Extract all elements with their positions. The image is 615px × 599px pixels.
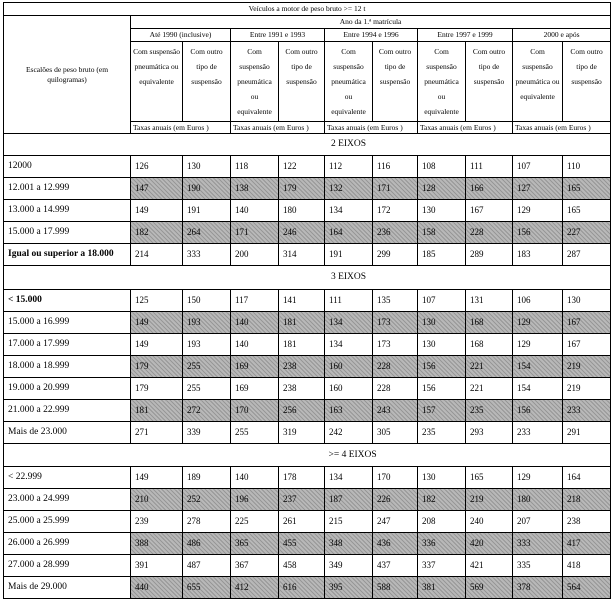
section-spacer	[131, 266, 183, 290]
table-row	[4, 577, 611, 599]
tax-value-cell: 564	[563, 577, 611, 599]
tax-value-cell: 293	[466, 422, 513, 444]
tax-value-cell: 264	[183, 222, 231, 244]
tax-value-cell: 291	[563, 422, 611, 444]
tax-value-cell: 436	[373, 533, 418, 555]
tax-value-cell: 154	[513, 378, 563, 400]
tax-value-cell: 168	[466, 312, 513, 334]
tax-value-cell: 170	[231, 400, 279, 422]
tax-value-cell: 219	[466, 489, 513, 511]
tax-value-cell: 252	[183, 489, 231, 511]
weight-range-label: 25.000 a 25.999	[4, 511, 131, 533]
tax-value-cell: 108	[418, 156, 466, 178]
tax-value-cell: 335	[513, 555, 563, 577]
section-spacer	[513, 266, 563, 290]
tax-value-cell: 165	[563, 200, 611, 222]
tax-value-cell: 569	[466, 577, 513, 599]
period-header: Entre 1991 e 1993	[231, 29, 325, 42]
tax-value-cell: 395	[325, 577, 373, 599]
tax-value-cell: 655	[183, 577, 231, 599]
tax-value-cell: 156	[513, 222, 563, 244]
weight-range-label: 12.001 a 12.999	[4, 178, 131, 200]
tax-value-cell: 228	[466, 222, 513, 244]
weight-range-label: 18.000 a 18.999	[4, 356, 131, 378]
table-row	[4, 290, 611, 312]
section-spacer	[279, 266, 325, 290]
tax-value-cell: 179	[131, 356, 183, 378]
weight-range-label: 12000	[4, 156, 131, 178]
tax-value-cell: 193	[183, 334, 231, 356]
table-row	[4, 555, 611, 577]
tax-value-cell: 149	[131, 312, 183, 334]
tax-value-cell: 337	[418, 555, 466, 577]
section-spacer	[418, 134, 466, 156]
tax-value-cell: 238	[279, 356, 325, 378]
section-title: >= 4 EIXOS	[325, 444, 373, 467]
tax-value-cell: 134	[325, 200, 373, 222]
section-spacer	[373, 444, 418, 467]
section-spacer	[466, 444, 513, 467]
suspension-other-header: Com outro tipo de suspensão	[373, 42, 418, 122]
table-row	[4, 222, 611, 244]
section-spacer	[231, 134, 279, 156]
tax-value-cell: 458	[279, 555, 325, 577]
tax-value-cell: 117	[231, 290, 279, 312]
tax-value-cell: 135	[373, 290, 418, 312]
tax-value-cell: 130	[418, 334, 466, 356]
tax-value-cell: 166	[466, 178, 513, 200]
tax-value-cell: 235	[418, 422, 466, 444]
tax-value-cell: 215	[325, 511, 373, 533]
tax-value-cell: 190	[183, 178, 231, 200]
tax-value-cell: 378	[513, 577, 563, 599]
tax-value-cell: 278	[183, 511, 231, 533]
tax-value-cell: 182	[418, 489, 466, 511]
tax-value-cell: 412	[231, 577, 279, 599]
tax-value-cell: 221	[466, 378, 513, 400]
tax-value-cell: 181	[279, 334, 325, 356]
tax-value-cell: 237	[279, 489, 325, 511]
tax-value-cell: 171	[231, 222, 279, 244]
tax-value-cell: 486	[183, 533, 231, 555]
section-spacer	[513, 444, 563, 467]
tax-value-cell: 107	[418, 290, 466, 312]
table-row	[4, 533, 611, 555]
tax-value-cell: 179	[131, 378, 183, 400]
tax-value-cell: 178	[279, 467, 325, 489]
tax-value-cell: 112	[325, 156, 373, 178]
weight-range-label: 15.000 a 16.999	[4, 312, 131, 334]
weight-range-label: 13.000 a 14.999	[4, 200, 131, 222]
tax-value-cell: 339	[183, 422, 231, 444]
weight-range-label: < 22.999	[4, 467, 131, 489]
weight-range-label: 27.000 a 28.999	[4, 555, 131, 577]
tax-value-cell: 149	[131, 334, 183, 356]
tax-value-cell: 240	[466, 511, 513, 533]
tax-value-cell: 246	[279, 222, 325, 244]
tax-value-cell: 182	[131, 222, 183, 244]
tax-value-cell: 165	[563, 178, 611, 200]
tax-value-cell: 228	[373, 356, 418, 378]
tax-value-cell: 221	[466, 356, 513, 378]
tax-value-cell: 391	[131, 555, 183, 577]
tax-value-cell: 134	[325, 312, 373, 334]
table-row	[4, 489, 611, 511]
tax-value-cell: 233	[563, 400, 611, 422]
suspension-pneumatic-header: Com suspensão pneumática ou equivalente	[513, 42, 563, 122]
tax-value-cell: 319	[279, 422, 325, 444]
tax-value-cell: 156	[418, 378, 466, 400]
section-header-row	[4, 444, 611, 467]
table-row	[4, 312, 611, 334]
section-spacer	[466, 266, 513, 290]
tax-value-cell: 106	[513, 290, 563, 312]
tax-value-cell: 129	[513, 312, 563, 334]
tax-value-cell: 242	[325, 422, 373, 444]
tax-value-cell: 255	[231, 422, 279, 444]
tax-value-cell: 255	[183, 356, 231, 378]
tax-value-cell: 239	[131, 511, 183, 533]
tax-value-cell: 111	[466, 156, 513, 178]
table-body	[4, 3, 611, 599]
tax-value-cell: 210	[131, 489, 183, 511]
table-row	[4, 356, 611, 378]
tax-value-cell: 167	[563, 312, 611, 334]
table-row	[4, 178, 611, 200]
tax-value-cell: 333	[513, 533, 563, 555]
weight-range-label: Mais de 29.000	[4, 577, 131, 599]
taxa-label: Taxas anuais (em Euros )	[513, 122, 611, 134]
tax-value-cell: 256	[279, 400, 325, 422]
section-spacer	[373, 266, 418, 290]
taxa-label: Taxas anuais (em Euros )	[325, 122, 418, 134]
weight-range-label: 15.000 a 17.999	[4, 222, 131, 244]
tax-value-cell: 156	[418, 356, 466, 378]
tax-value-cell: 421	[466, 555, 513, 577]
tax-value-cell: 207	[513, 511, 563, 533]
tax-value-cell: 180	[279, 200, 325, 222]
tax-value-cell: 228	[373, 378, 418, 400]
tax-value-cell: 156	[513, 400, 563, 422]
tax-value-cell: 417	[563, 533, 611, 555]
suspension-pneumatic-header: Com suspensão pneumática ou equivalente	[418, 42, 466, 122]
tax-value-cell: 208	[418, 511, 466, 533]
table-row	[4, 244, 611, 266]
section-spacer	[513, 134, 563, 156]
tax-value-cell: 160	[325, 356, 373, 378]
tax-value-cell: 130	[183, 156, 231, 178]
tax-value-cell: 616	[279, 577, 325, 599]
section-spacer	[466, 134, 513, 156]
tax-value-cell: 164	[563, 467, 611, 489]
suspension-pneumatic-header: Com suspensão pneumática ou equivalente	[325, 42, 373, 122]
tax-value-cell: 167	[563, 334, 611, 356]
tax-value-cell: 128	[418, 178, 466, 200]
tax-value-cell: 140	[231, 467, 279, 489]
tax-value-cell: 271	[131, 422, 183, 444]
tax-value-cell: 219	[563, 356, 611, 378]
tax-value-cell: 164	[325, 222, 373, 244]
period-header: Até 1990 (inclusive)	[131, 29, 231, 42]
weight-range-label: 19.000 a 20.999	[4, 378, 131, 400]
tax-value-cell: 226	[373, 489, 418, 511]
section-spacer	[418, 266, 466, 290]
section-spacer	[183, 266, 231, 290]
weight-range-label: 26.000 a 26.999	[4, 533, 131, 555]
tax-value-cell: 193	[183, 312, 231, 334]
row-header: Escalões de peso bruto (em quilogramas)	[4, 16, 131, 134]
weight-range-label: < 15.000	[4, 290, 131, 312]
tax-value-cell: 238	[563, 511, 611, 533]
weight-range-label: 17.000 a 17.999	[4, 334, 131, 356]
suspension-other-header: Com outro tipo de suspensão	[183, 42, 231, 122]
tax-value-cell: 116	[373, 156, 418, 178]
section-spacer	[563, 266, 611, 290]
tax-value-cell: 138	[231, 178, 279, 200]
tax-value-cell: 140	[231, 200, 279, 222]
tax-value-cell: 418	[563, 555, 611, 577]
section-spacer	[131, 134, 183, 156]
section-spacer	[183, 444, 231, 467]
table-row	[4, 200, 611, 222]
tax-value-cell: 165	[466, 467, 513, 489]
tax-value-cell: 218	[563, 489, 611, 511]
tax-value-cell: 129	[513, 467, 563, 489]
tax-value-cell: 367	[231, 555, 279, 577]
section-spacer	[563, 444, 611, 467]
tax-value-cell: 118	[231, 156, 279, 178]
tax-value-cell: 219	[563, 378, 611, 400]
tax-value-cell: 299	[373, 244, 418, 266]
tax-value-cell: 349	[325, 555, 373, 577]
suspension-other-header: Com outro tipo de suspensão	[279, 42, 325, 122]
tax-value-cell: 455	[279, 533, 325, 555]
tax-value-cell: 200	[231, 244, 279, 266]
tax-value-cell: 126	[131, 156, 183, 178]
section-title: 2 EIXOS	[325, 134, 373, 156]
tax-value-cell: 130	[418, 312, 466, 334]
tax-value-cell: 157	[418, 400, 466, 422]
tax-value-cell: 388	[131, 533, 183, 555]
tax-value-cell: 181	[131, 400, 183, 422]
tax-value-cell: 172	[373, 200, 418, 222]
tax-value-cell: 122	[279, 156, 325, 178]
tax-value-cell: 289	[466, 244, 513, 266]
tax-value-cell: 130	[563, 290, 611, 312]
tax-value-cell: 187	[325, 489, 373, 511]
tax-value-cell: 365	[231, 533, 279, 555]
tax-value-cell: 141	[279, 290, 325, 312]
tax-table	[3, 2, 611, 599]
tax-value-cell: 333	[183, 244, 231, 266]
tax-value-cell: 149	[131, 467, 183, 489]
section-spacer	[279, 444, 325, 467]
tax-value-cell: 169	[231, 356, 279, 378]
taxa-label: Taxas anuais (em Euros )	[231, 122, 325, 134]
tax-value-cell: 227	[563, 222, 611, 244]
tax-value-cell: 147	[131, 178, 183, 200]
tax-value-cell: 247	[373, 511, 418, 533]
table-row	[4, 467, 611, 489]
tax-value-cell: 173	[373, 312, 418, 334]
suspension-other-header: Com outro tipo de suspensão	[466, 42, 513, 122]
tax-value-cell: 140	[231, 334, 279, 356]
tax-value-cell: 233	[513, 422, 563, 444]
section-spacer	[183, 134, 231, 156]
tax-value-cell: 173	[373, 334, 418, 356]
section-spacer	[4, 134, 131, 156]
tax-value-cell: 420	[466, 533, 513, 555]
tax-value-cell: 171	[373, 178, 418, 200]
tax-value-cell: 149	[131, 200, 183, 222]
period-header: Entre 1994 e 1996	[325, 29, 418, 42]
section-spacer	[231, 444, 279, 467]
table-title: Veículos a motor de peso bruto >= 12 t	[4, 3, 611, 16]
tax-value-cell: 170	[373, 467, 418, 489]
tax-value-cell: 134	[325, 334, 373, 356]
tax-value-cell: 588	[373, 577, 418, 599]
weight-range-label: Igual ou superior a 18.000	[4, 244, 131, 266]
tax-value-cell: 140	[231, 312, 279, 334]
tax-value-cell: 272	[183, 400, 231, 422]
tax-value-cell: 183	[513, 244, 563, 266]
table-row	[4, 511, 611, 533]
tax-value-cell: 305	[373, 422, 418, 444]
section-title: 3 EIXOS	[325, 266, 373, 290]
tax-value-cell: 127	[513, 178, 563, 200]
tax-value-cell: 261	[279, 511, 325, 533]
table-row	[4, 400, 611, 422]
section-header-row	[4, 266, 611, 290]
tax-value-cell: 235	[466, 400, 513, 422]
section-spacer	[231, 266, 279, 290]
taxa-label: Taxas anuais (em Euros )	[418, 122, 513, 134]
suspension-pneumatic-header: Com suspensão pneumática ou equivalente	[131, 42, 183, 122]
tax-value-cell: 110	[563, 156, 611, 178]
tax-value-cell: 158	[418, 222, 466, 244]
section-spacer	[131, 444, 183, 467]
tax-value-cell: 150	[183, 290, 231, 312]
tax-value-cell: 180	[513, 489, 563, 511]
tax-value-cell: 185	[418, 244, 466, 266]
tax-value-cell: 154	[513, 356, 563, 378]
suspension-pneumatic-header: Com suspensão pneumática ou equivalente	[231, 42, 279, 122]
tax-value-cell: 236	[373, 222, 418, 244]
taxa-label: Taxas anuais (em Euros )	[131, 122, 231, 134]
tax-value-cell: 131	[466, 290, 513, 312]
tax-value-cell: 163	[325, 400, 373, 422]
tax-value-cell: 168	[466, 334, 513, 356]
tax-value-cell: 181	[279, 312, 325, 334]
tax-value-cell: 255	[183, 378, 231, 400]
section-spacer	[4, 444, 131, 467]
section-spacer	[4, 266, 131, 290]
tax-value-cell: 238	[279, 378, 325, 400]
tax-value-cell: 214	[131, 244, 183, 266]
tax-value-cell: 287	[563, 244, 611, 266]
tax-value-cell: 167	[466, 200, 513, 222]
tax-value-cell: 191	[325, 244, 373, 266]
tax-value-cell: 487	[183, 555, 231, 577]
tax-value-cell: 169	[231, 378, 279, 400]
tax-value-cell: 336	[418, 533, 466, 555]
period-header: 2000 e após	[513, 29, 611, 42]
tax-value-cell: 134	[325, 467, 373, 489]
section-spacer	[279, 134, 325, 156]
tax-value-cell: 189	[183, 467, 231, 489]
section-spacer	[373, 134, 418, 156]
tax-value-cell: 196	[231, 489, 279, 511]
tax-value-cell: 179	[279, 178, 325, 200]
tax-value-cell: 225	[231, 511, 279, 533]
weight-range-label: 23.000 a 24.999	[4, 489, 131, 511]
tax-value-cell: 243	[373, 400, 418, 422]
suspension-other-header: Com outro tipo de suspensão	[563, 42, 611, 122]
tax-value-cell: 440	[131, 577, 183, 599]
period-header: Entre 1997 e 1999	[418, 29, 513, 42]
tax-value-cell: 348	[325, 533, 373, 555]
tax-value-cell: 130	[418, 200, 466, 222]
section-spacer	[418, 444, 466, 467]
tax-value-cell: 129	[513, 200, 563, 222]
section-spacer	[563, 134, 611, 156]
tax-value-cell: 381	[418, 577, 466, 599]
weight-range-label: Mais de 23.000	[4, 422, 131, 444]
tax-value-cell: 129	[513, 334, 563, 356]
tax-value-cell: 191	[183, 200, 231, 222]
tax-value-cell: 132	[325, 178, 373, 200]
tax-value-cell: 314	[279, 244, 325, 266]
year-header: Ano da 1.ª matrícula	[131, 16, 611, 29]
tax-value-cell: 107	[513, 156, 563, 178]
table-row	[4, 422, 611, 444]
tax-value-cell: 160	[325, 378, 373, 400]
tax-value-cell: 125	[131, 290, 183, 312]
tax-value-cell: 130	[418, 467, 466, 489]
table-row	[4, 156, 611, 178]
table-row	[4, 334, 611, 356]
table-row	[4, 378, 611, 400]
section-header-row	[4, 134, 611, 156]
weight-range-label: 21.000 a 22.999	[4, 400, 131, 422]
tax-value-cell: 437	[373, 555, 418, 577]
tax-value-cell: 111	[325, 290, 373, 312]
